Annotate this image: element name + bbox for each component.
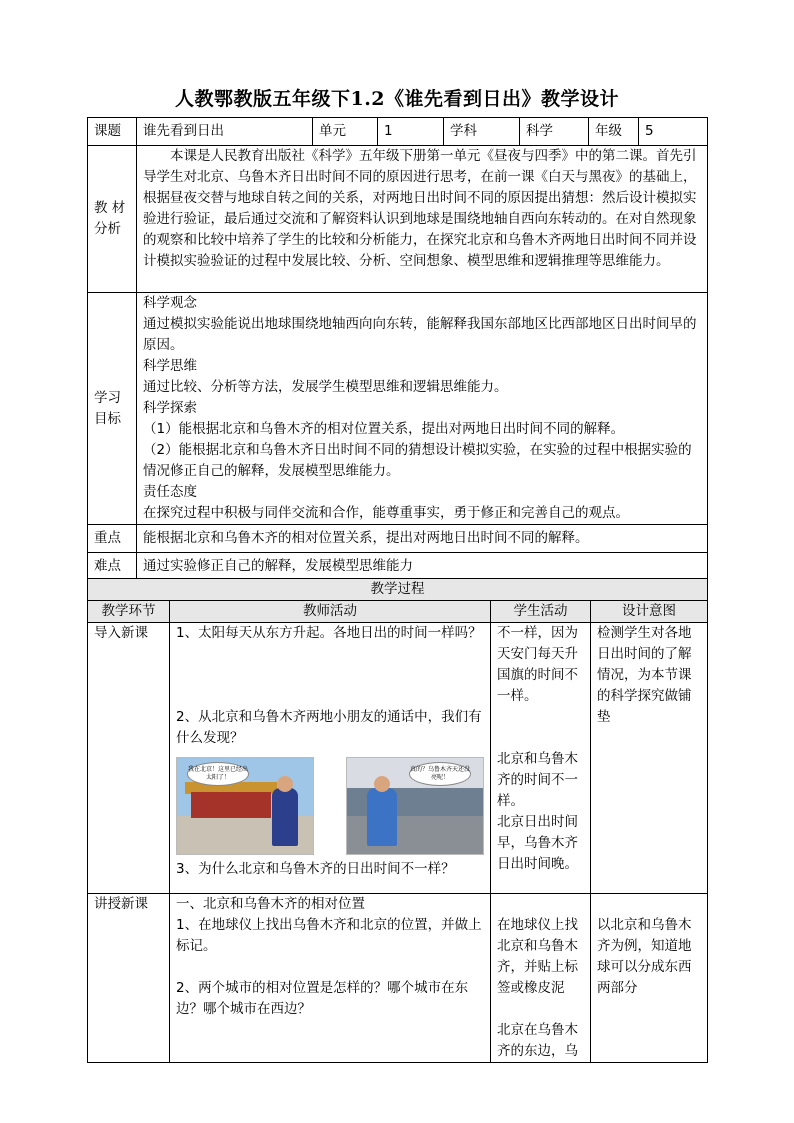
- grade-label: 年级: [589, 118, 639, 146]
- difficulty-label: 难点: [88, 553, 137, 581]
- goal-line: 在探究过程中积极与同伴交流和合作，能尊重事实，勇于修正和完善自己的观点。: [143, 505, 629, 521]
- intro-answer-2: 北京和乌鲁木齐的时间不一样。: [497, 751, 578, 809]
- difficulty-text: 通过实验修正自己的解释，发展模型思维能力: [137, 553, 708, 581]
- speech-bubble-left: 我在北京！这里已经出太阳了！: [187, 762, 249, 786]
- process-table: [87, 578, 708, 1063]
- intro-stage: 导入新课: [88, 623, 170, 894]
- info-row: [88, 118, 708, 146]
- teach-question-2: 2、两个城市的相对位置是怎样的？哪个城市在东边？哪个城市在西边？: [176, 980, 469, 1017]
- goal-line: （2）能根据北京和乌鲁木齐日出时间不同的猜想设计模拟实验，在实验的过程中根据实验的情况修正自己的解释，发展模型思维能力。: [143, 442, 692, 479]
- subject-value: 科学: [520, 118, 589, 146]
- goals-row: [88, 293, 708, 525]
- intro-question-2: 2、从北京和乌鲁木齐两地小朋友的通话中，我们有什么发现？: [176, 709, 482, 746]
- col-intent: 设计意图: [591, 601, 708, 623]
- info-table: [87, 117, 708, 581]
- key-point-label: 重点: [88, 525, 137, 553]
- teach-student: [491, 894, 591, 1063]
- goals-content: [137, 293, 708, 525]
- teach-teacher: [170, 894, 491, 1063]
- intro-teacher: [170, 623, 491, 894]
- goal-line: （1）能根据北京和乌鲁木齐的相对位置关系，提出对两地日出时间不同的解释。: [143, 421, 625, 437]
- intro-student: [491, 623, 591, 894]
- intro-question-3: 3、为什么北京和乌鲁木齐的日出时间不一样？: [176, 861, 455, 877]
- intro-intent: 检测学生对各地日出时间的了解情况，为本节课的科学探究做铺垫: [591, 623, 708, 894]
- intro-answer-3: 北京日出时间早，乌鲁木齐日出时间晚。: [497, 814, 578, 872]
- goal-line: 责任态度: [143, 484, 197, 500]
- analysis-label: 教 材 分析: [88, 146, 137, 293]
- teach-heading: 一、北京和乌鲁木齐的相对位置: [176, 896, 365, 912]
- goal-line: 通过模拟实验能说出地球围绕地轴西向向东转，能解释我国东部地区比西部地区日出时间早的原因。: [143, 316, 697, 353]
- intro-question-1: 1、太阳每天从东方升起。各地日出的时间一样吗？: [176, 625, 482, 641]
- teach-intent-text: 以北京和乌鲁木齐为例，知道地球可以分成东西两部分: [597, 917, 692, 996]
- goal-line: 科学探索: [143, 400, 197, 416]
- goal-line: 科学观念: [143, 295, 197, 311]
- intro-answer-1: 不一样，因为天安门每天升国旗的时间不一样。: [497, 625, 578, 704]
- teach-answer-1: 在地球仪上找北京和乌鲁木齐，并贴上标签或橡皮泥: [497, 917, 578, 996]
- teach-stage: 讲授新课: [88, 894, 170, 1063]
- page-title: 人教鄂教版五年级下1.2《谁先看到日出》教学设计: [174, 88, 620, 110]
- grade-value: 5: [639, 118, 708, 146]
- teach-answer-2: 北京在乌鲁木齐的东边，乌: [497, 1022, 578, 1059]
- teach-intent: [591, 894, 708, 1063]
- intro-row: [88, 623, 708, 894]
- col-stage: 教学环节: [88, 601, 170, 623]
- subject-label: 学科: [444, 118, 520, 146]
- speech-bubble-right: 真的？乌鲁木齐天还没亮呢！: [409, 762, 471, 786]
- teach-row: [88, 894, 708, 1063]
- phone-call-illustration: [176, 757, 484, 855]
- analysis-text: 本课是人民教育出版社《科学》五年级下册第一单元《昼夜与四季》中的第二课。首先引导学生对北京、乌鲁木齐日出时间不同的原因进行思考，在前一课《白天与黑夜》的基础上，根据昼夜交替与地球自转之间的关系，对两地日出时间不同的原因提出猜想：然后设计模拟实验进行验证，最后通过交流和了解资料认识到地球是围绕地轴自西向东转动的。在对自然现象的观察和比较中培养了学生的比较和分析能力，在探究北京和乌鲁木齐两地日出时间不同并设计模拟实验验证的过程中发展比较、分析、空间想象、模型思维和逻辑推理等思维能力。: [137, 146, 708, 293]
- goals-label: 学习 目标: [88, 293, 137, 525]
- key-point-row: [88, 525, 708, 553]
- urumqi-photo: [346, 757, 484, 855]
- goal-line: 通过比较、分析等方法，发展学生模型思维和逻辑思维能力。: [143, 379, 508, 395]
- beijing-photo: [176, 757, 314, 855]
- unit-label: 单元: [313, 118, 378, 146]
- key-point-text: 能根据北京和乌鲁木齐的相对位置关系，提出对两地日出时间不同的解释。: [137, 525, 708, 553]
- unit-value: 1: [378, 118, 444, 146]
- process-columns-row: [88, 601, 708, 623]
- difficulty-row: [88, 553, 708, 581]
- col-teacher: 教师活动: [170, 601, 491, 623]
- course-label: 课题: [88, 118, 137, 146]
- course-value: 谁先看到日出: [137, 118, 313, 146]
- process-heading: 教学过程: [88, 579, 708, 601]
- process-heading-row: [88, 579, 708, 601]
- analysis-row: [88, 146, 708, 293]
- teach-question-1: 1、在地球仪上找出乌鲁木齐和北京的位置，并做上标记。: [176, 917, 482, 954]
- goal-line: 科学思维: [143, 358, 197, 374]
- col-student: 学生活动: [491, 601, 591, 623]
